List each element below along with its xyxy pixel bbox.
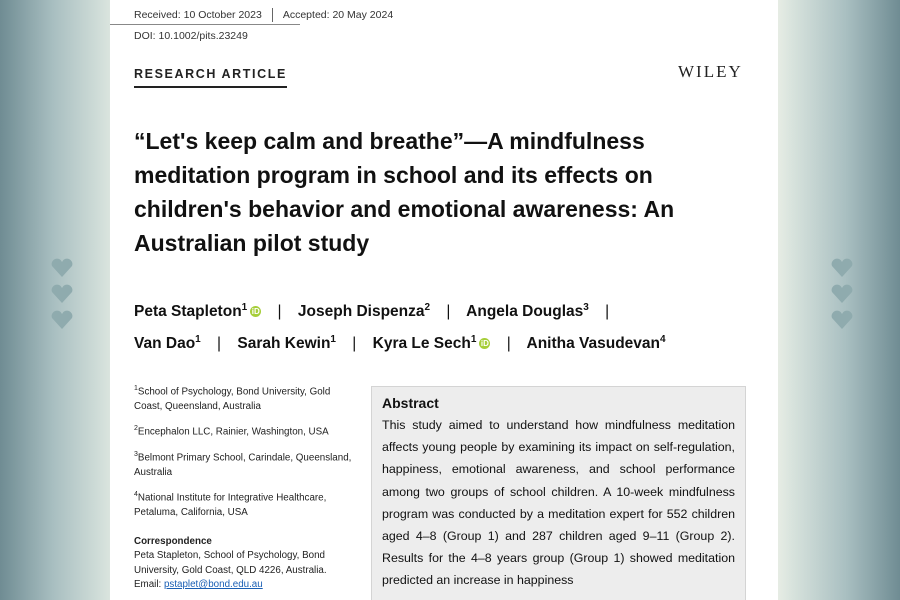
- right-heart-decoration: [830, 258, 854, 336]
- received-date: Received: 10 October 2023: [134, 9, 262, 21]
- author[interactable]: Sarah Kewin$^1$: [237, 334, 336, 353]
- author-separator: |: [277, 303, 282, 321]
- section-label: RESEARCH ARTICLE: [134, 67, 287, 88]
- heart-icon: [830, 310, 854, 330]
- correspondence-heading: Correspondence: [134, 535, 212, 547]
- heart-icon: [830, 258, 854, 278]
- abstract-text: This study aimed to understand how mindfulness meditation affects young people by examining its impact on self-regulation, happiness, emotional awareness, and school performance among two groups of school children. A 10-week mindfulness program was conducted by a meditation expert for 552 children aged 4–8 (Group 1) and 287 children aged 9–11 (Group 2). Results for the 4–8 years group (Group 1) showed meditation predicted an increase in happiness: [382, 418, 735, 588]
- publisher-logo: WILEY: [678, 62, 743, 81]
- correspondence-address: Peta Stapleton, School of Psychology, Bond University, Gold Coast, QLD 4226, Australia.: [134, 550, 327, 576]
- heart-icon: [830, 284, 854, 304]
- author-row: [134, 294, 764, 326]
- orcid-icon[interactable]: iD: [251, 307, 260, 317]
- abstract-heading: Abstract: [382, 395, 439, 411]
- left-heart-decoration: [50, 258, 74, 336]
- article-dates: [134, 8, 393, 22]
- author-separator: |: [217, 335, 222, 353]
- affiliation: $^1$School of Psychology, Bond University, Gold Coast, Queensland, Australia: [134, 385, 331, 412]
- author-list: [134, 294, 764, 358]
- article-page: [110, 0, 778, 600]
- affiliation: $^4$National Institute for Integrative Healthcare, Petaluma, California, USA: [134, 491, 327, 519]
- orcid-icon[interactable]: iD: [480, 339, 489, 349]
- author-separator: |: [446, 303, 451, 321]
- affiliation: $^2$Encephalon LLC, Rainier, Washington, USA: [134, 425, 329, 438]
- abstract-box: [371, 386, 746, 600]
- author[interactable]: Kyra Le Sech$^1$: [372, 334, 477, 353]
- email-label: Email:: [134, 579, 162, 591]
- email-link[interactable]: pstaplet@bond.edu.au: [163, 579, 263, 591]
- author[interactable]: Joseph Dispenza$^2$: [297, 302, 431, 321]
- affiliations: [134, 382, 359, 593]
- author-separator: |: [352, 335, 357, 353]
- author-separator: |: [605, 303, 610, 321]
- doi: DOI: 10.1002/pits.23249: [134, 30, 248, 42]
- heart-icon: [50, 284, 74, 304]
- meta-divider-line: [110, 24, 300, 25]
- correspondence-text: [134, 549, 359, 593]
- author[interactable]: Angela Douglas$^3$: [466, 302, 589, 321]
- article-title: “Let's keep calm and breathe”—A mindfulness meditation program in school and its effects on children's behavior and emotional awareness: An Australian pilot study: [134, 128, 675, 256]
- author[interactable]: Van Dao$^1$: [134, 334, 201, 353]
- heart-icon: [50, 310, 74, 330]
- accepted-date: Accepted: 20 May 2024: [282, 9, 394, 21]
- author[interactable]: Peta Stapleton$^1$: [134, 302, 248, 321]
- date-divider: [272, 8, 273, 22]
- author[interactable]: Anitha Vasudevan$^4$: [526, 334, 666, 353]
- author-row: [134, 326, 764, 358]
- heart-icon: [50, 258, 74, 278]
- author-separator: |: [506, 335, 511, 353]
- affiliation: $^3$Belmont Primary School, Carindale, Queensland, Australia: [134, 451, 352, 478]
